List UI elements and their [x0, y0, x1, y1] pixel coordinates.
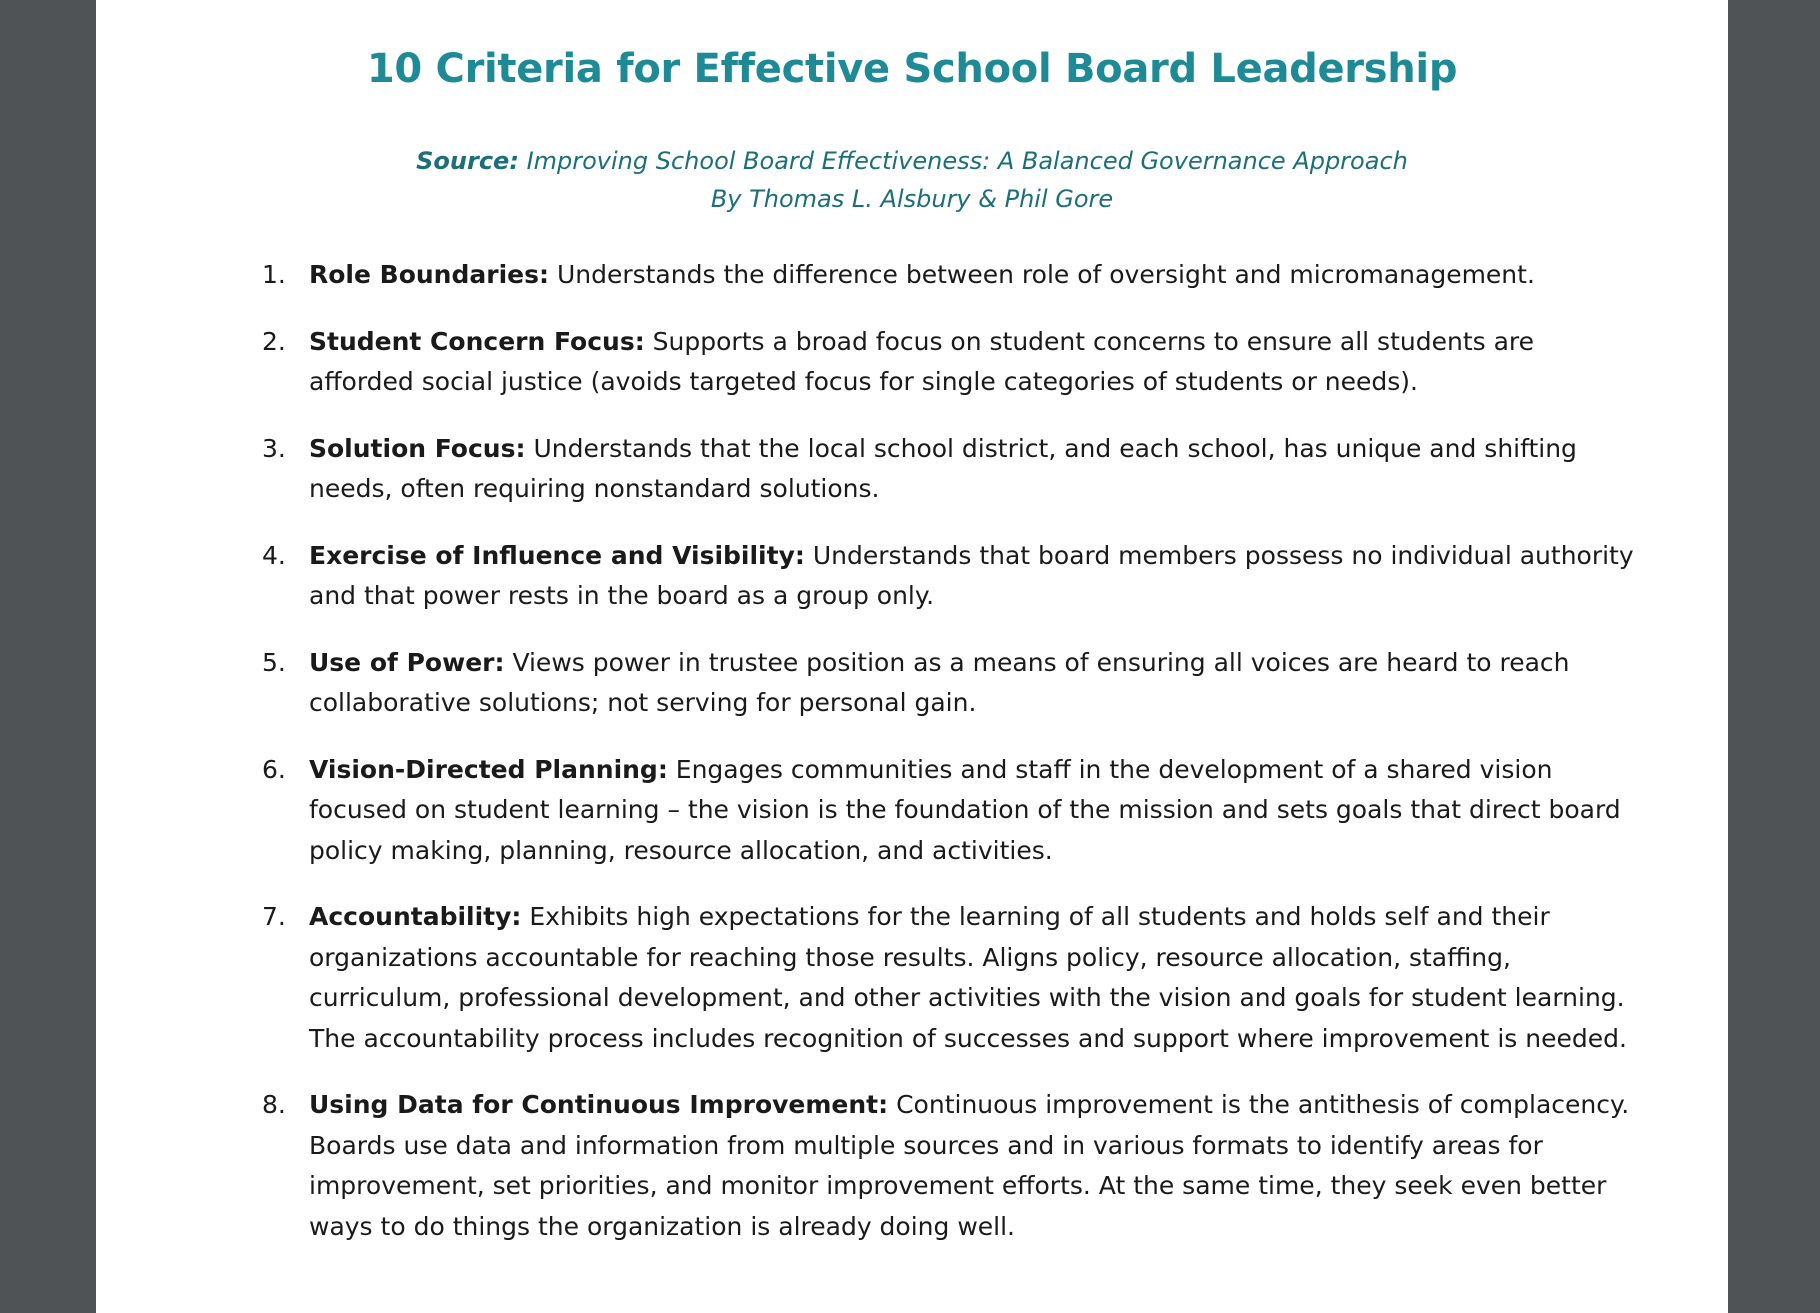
- criteria-item: [262, 897, 1642, 1059]
- document-title: 10 Criteria for Effective School Board Leadership: [366, 46, 1458, 92]
- criteria-term: Solution Focus:: [309, 433, 526, 463]
- criteria-term: Student Concern Focus:: [309, 326, 645, 356]
- source-label: Source:: [416, 147, 519, 175]
- criteria-text: Understands that the local school district, and each school, has unique and shifting needs, often requiring nonstandard solutions.: [309, 433, 1577, 503]
- criteria-list: [262, 255, 1642, 1273]
- criteria-term: Using Data for Continuous Improvement:: [309, 1090, 889, 1119]
- criteria-text: Understands that board members possess no individual authority and that power rests in the board as a group only.: [309, 540, 1634, 610]
- criteria-item: [262, 643, 1642, 724]
- criteria-number: 6.: [262, 754, 286, 784]
- criteria-text: Understands the difference between role of oversight and micromanagement.: [556, 260, 1535, 289]
- criteria-item: [262, 255, 1642, 296]
- criteria-term: Accountability:: [309, 902, 522, 931]
- criteria-term: Role Boundaries:: [309, 260, 549, 289]
- document-page: [96, 0, 1728, 1313]
- source-line: [96, 142, 1728, 180]
- criteria-number: 7.: [262, 902, 286, 931]
- criteria-text: Continuous improvement is the antithesis of complacency. Boards use data and information from multiple sources and in various formats to identify areas for improvement, set priorities, and monitor improvement efforts. At the same time, they seek even better ways to do things the organization is already doing well.: [309, 1090, 1630, 1241]
- criteria-text: Engages communities and staff in the development of a shared vision focused on student learning – the vision is the foundation of the mission and sets goals that direct board policy making, planning, resource allocation, and activities.: [309, 754, 1621, 865]
- criteria-item: [262, 322, 1642, 403]
- criteria-item: [262, 429, 1642, 510]
- criteria-item: [262, 1085, 1642, 1247]
- criteria-term: Vision-Directed Planning:: [309, 754, 668, 784]
- criteria-text: Views power in trustee position as a means of ensuring all voices are heard to reach collaborative solutions; not serving for personal gain.: [309, 647, 1570, 717]
- criteria-number: 5.: [262, 647, 286, 677]
- criteria-text: Supports a broad focus on student concerns to ensure all students are afforded social justice (avoids targeted focus for single categories of students or needs).: [309, 326, 1535, 396]
- source-authors: By Thomas L. Alsbury & Phil Gore: [710, 185, 1114, 213]
- criteria-text: Exhibits high expectations for the learning of all students and holds self and their organizations accountable for reaching those results. Aligns policy, resource allocation, staffing, curriculum, professional development, and other activities with the vision and goals for student learning. The accountability process includes recognition of successes and support where improvement is needed.: [309, 902, 1627, 1053]
- criteria-number: 1.: [262, 260, 286, 289]
- criteria-number: 8.: [262, 1090, 286, 1119]
- source-work: Improving School Board Effectiveness: A Balanced Governance Approach: [526, 147, 1408, 175]
- criteria-term: Use of Power:: [309, 647, 505, 677]
- criteria-number: 4.: [262, 540, 286, 570]
- criteria-item: [262, 536, 1642, 617]
- criteria-number: 2.: [262, 326, 286, 356]
- criteria-number: 3.: [262, 433, 286, 463]
- source-citation: [96, 142, 1728, 218]
- criteria-term: Exercise of Influence and Visibility:: [309, 540, 805, 570]
- criteria-item: [262, 750, 1642, 872]
